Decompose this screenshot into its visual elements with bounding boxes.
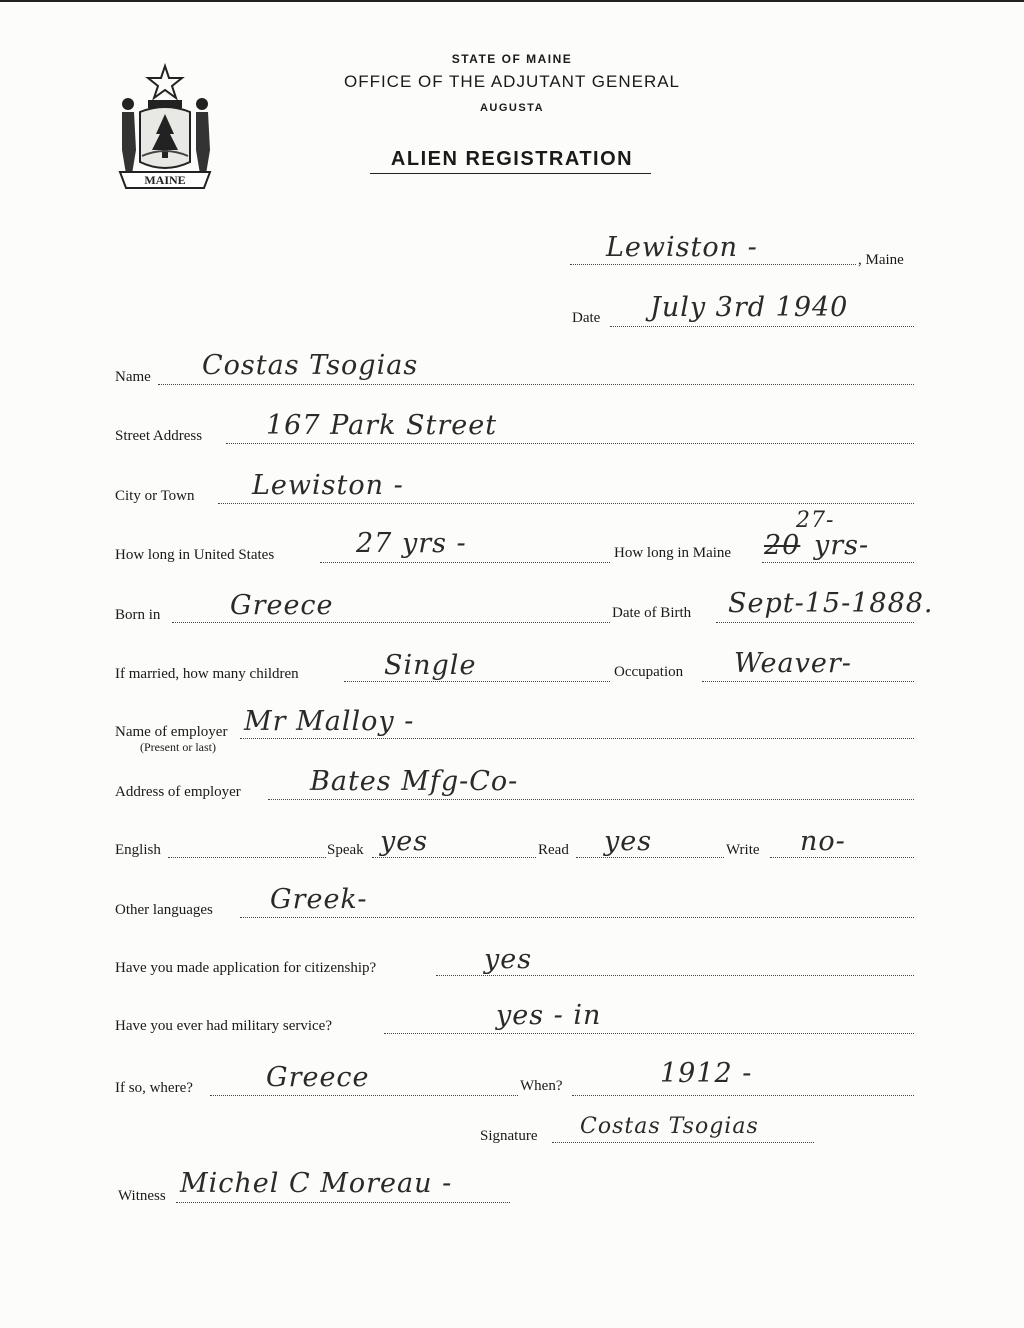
city-value: Lewiston - xyxy=(252,470,404,501)
speak-line xyxy=(372,857,536,858)
us-value: 27 yrs - xyxy=(356,528,467,559)
speak-value: yes xyxy=(380,826,429,857)
witness-line xyxy=(176,1202,510,1203)
maine-duration-struck: 20 xyxy=(764,530,801,561)
read-label: Read xyxy=(538,842,569,858)
maine-duration-correction: 27- xyxy=(796,508,835,533)
read-value: yes xyxy=(604,826,653,857)
occupation-value: Weaver- xyxy=(734,648,852,679)
town-value: Lewiston - xyxy=(606,232,758,263)
born-line xyxy=(172,622,610,623)
employer-address-line xyxy=(268,799,914,800)
speak-label: Speak xyxy=(327,842,364,858)
maine-duration-line xyxy=(762,562,914,563)
header-office: OFFICE OF THE ADJUTANT GENERAL xyxy=(343,72,681,91)
where-value: Greece xyxy=(266,1062,370,1093)
born-value: Greece xyxy=(230,590,334,621)
military-line xyxy=(384,1033,914,1034)
city-line xyxy=(218,503,914,504)
english-label: English xyxy=(115,842,161,858)
when-label: When? xyxy=(520,1078,563,1094)
write-label: Write xyxy=(726,842,760,858)
title-underline xyxy=(370,173,651,174)
date-line xyxy=(610,326,914,327)
witness-label: Witness xyxy=(118,1188,166,1204)
where-label: If so, where? xyxy=(115,1080,193,1096)
other-languages-label: Other languages xyxy=(115,902,213,918)
city-label: City or Town xyxy=(115,488,195,504)
us-line xyxy=(320,562,610,563)
citizenship-line xyxy=(436,975,914,976)
street-value: 167 Park Street xyxy=(266,410,498,441)
other-languages-line xyxy=(240,917,914,918)
form-title: ALIEN REGISTRATION xyxy=(390,148,634,170)
signature-value: Costas Tsogias xyxy=(580,1114,759,1139)
name-value: Costas Tsogias xyxy=(202,350,419,381)
read-line xyxy=(576,857,724,858)
employer-sublabel: (Present or last) xyxy=(140,740,216,754)
english-line xyxy=(168,857,326,858)
other-languages-value: Greek- xyxy=(270,884,368,915)
top-border xyxy=(0,0,1024,2)
children-value: Single xyxy=(384,650,477,681)
children-line xyxy=(344,681,610,682)
name-line xyxy=(158,384,914,385)
employer-address-value: Bates Mfg-Co- xyxy=(310,766,519,797)
citizenship-label: Have you made application for citizenship? xyxy=(115,960,377,976)
children-label: If married, how many children xyxy=(115,666,299,682)
employer-line xyxy=(240,738,914,739)
maine-duration-label: How long in Maine xyxy=(614,545,732,561)
born-label: Born in xyxy=(115,607,161,623)
employer-label: Name of employer xyxy=(115,724,228,740)
occupation-line xyxy=(702,681,914,682)
where-line xyxy=(210,1095,518,1096)
signature-label: Signature xyxy=(480,1128,538,1144)
write-line xyxy=(770,857,914,858)
dob-label: Date of Birth xyxy=(612,605,692,621)
date-value: July 3rd 1940 xyxy=(650,292,849,323)
date-label: Date xyxy=(572,310,601,326)
dob-line xyxy=(716,622,914,623)
svg-text:MAINE: MAINE xyxy=(144,173,186,187)
street-line xyxy=(226,443,914,444)
street-label: Street Address xyxy=(115,428,203,444)
when-value: 1912 - xyxy=(660,1058,753,1089)
name-label: Name xyxy=(115,369,151,385)
header-state: STATE OF MAINE xyxy=(451,52,573,66)
military-label: Have you ever had military service? xyxy=(115,1018,332,1034)
occupation-label: Occupation xyxy=(614,664,684,680)
maine-duration-suffix: yrs- xyxy=(814,530,870,561)
us-label: How long in United States xyxy=(115,547,275,563)
employer-value: Mr Malloy - xyxy=(244,706,415,737)
military-value: yes - in xyxy=(496,1000,602,1031)
maine-label: , Maine xyxy=(858,252,904,268)
dob-value: Sept-15-1888. xyxy=(728,588,934,619)
citizenship-value: yes xyxy=(484,944,533,975)
signature-line xyxy=(552,1142,814,1143)
header-city: AUGUSTA xyxy=(479,102,545,114)
when-line xyxy=(572,1095,914,1096)
town-line xyxy=(570,264,856,265)
witness-value: Michel C Moreau - xyxy=(180,1168,453,1199)
employer-address-label: Address of employer xyxy=(115,784,241,800)
write-value: no- xyxy=(800,826,846,857)
